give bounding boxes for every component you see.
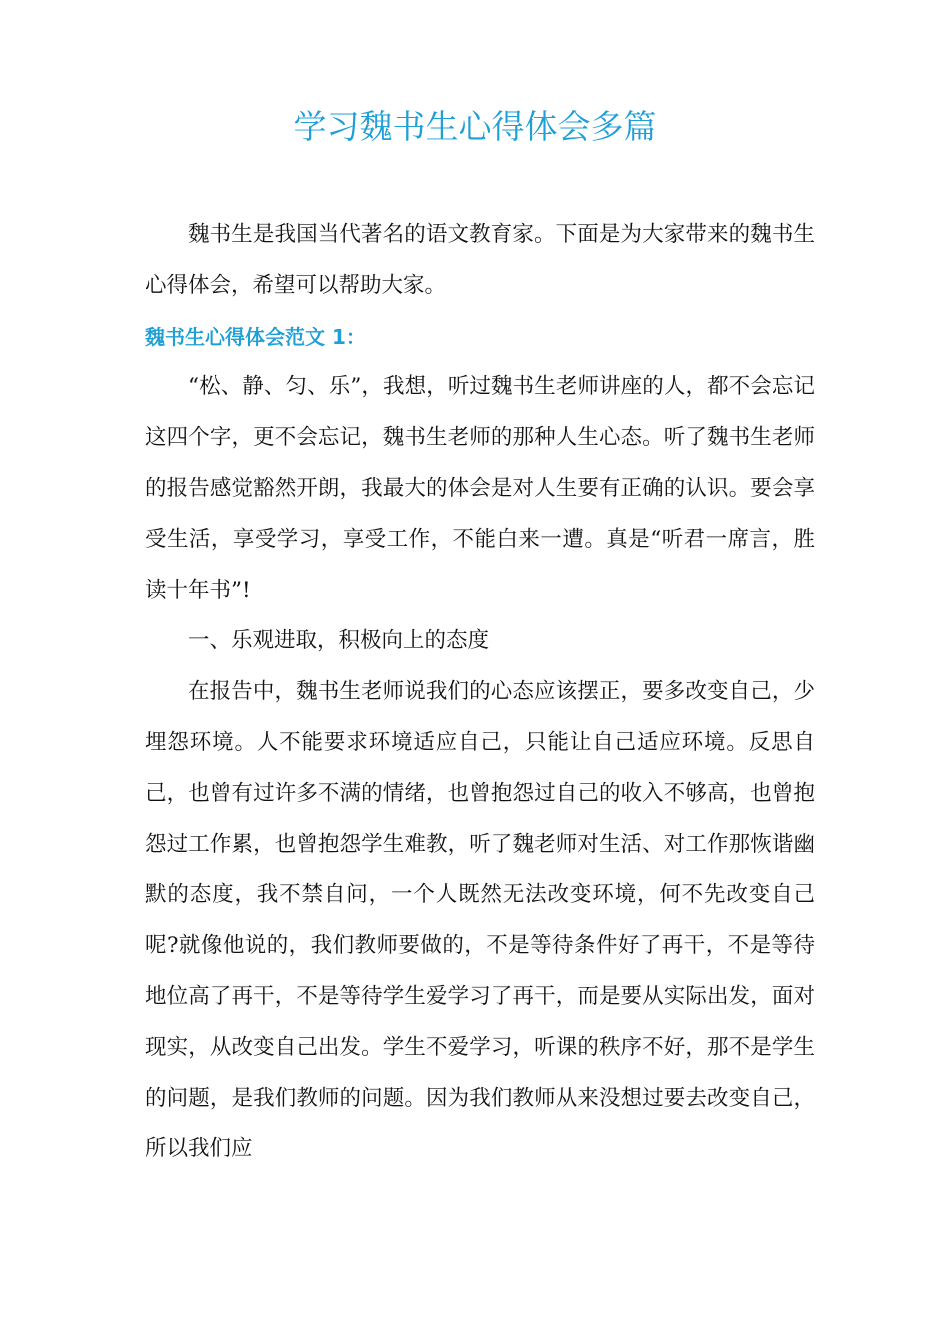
body-paragraph-1: “松、静、匀、乐”，我想，听过魏书生老师讲座的人，都不会忘记这四个字，更不会忘记，魏书生老师的那种人生心态。听了魏书生老师的报告感觉豁然开朗，我最大的体会是对人生要有正确的认识。要会享受生活，享受学习，享受工作，不能白来一遭。真是“听君一席言，胜读十年书”! — [145, 374, 815, 603]
page-title: 学习魏书生心得体会多篇 — [293, 107, 657, 146]
intro-paragraph: 魏书生是我国当代著名的语文教育家。下面是为大家带来的魏书生心得体会，希望可以帮助大家。 — [145, 222, 815, 298]
document-body — [145, 210, 815, 1175]
section-heading: 魏书生心得体会范文 1： — [145, 324, 366, 349]
subheading-paragraph: 一、乐观进取，积极向上的态度 — [188, 628, 490, 654]
body-paragraph-2: 在报告中，魏书生老师说我们的心态应该摆正，要多改变自己，少埋怨环境。人不能要求环境适应自己，只能让自己适应环境。反思自己，也曾有过许多不满的情绪，也曾抱怨过自己的收入不够高，也曾抱怨过工作累，也曾抱怨学生难教，听了魏老师对生活、对工作那恢谐幽默的态度，我不禁自问，一个人既然无法改变环境，何不先改变自己呢?就像他说的，我们教师要做的，不是等待条件好了再干，不是等待地位高了再干，不是等待学生爱学习了再干，而是要从实际出发，面对现实，从改变自己出发。学生不爱学习，听课的秩序不好，那不是学生的问题，是我们教师的问题。因为我们教师从来没想过要去改变自己，所以我们应 — [145, 679, 815, 1162]
